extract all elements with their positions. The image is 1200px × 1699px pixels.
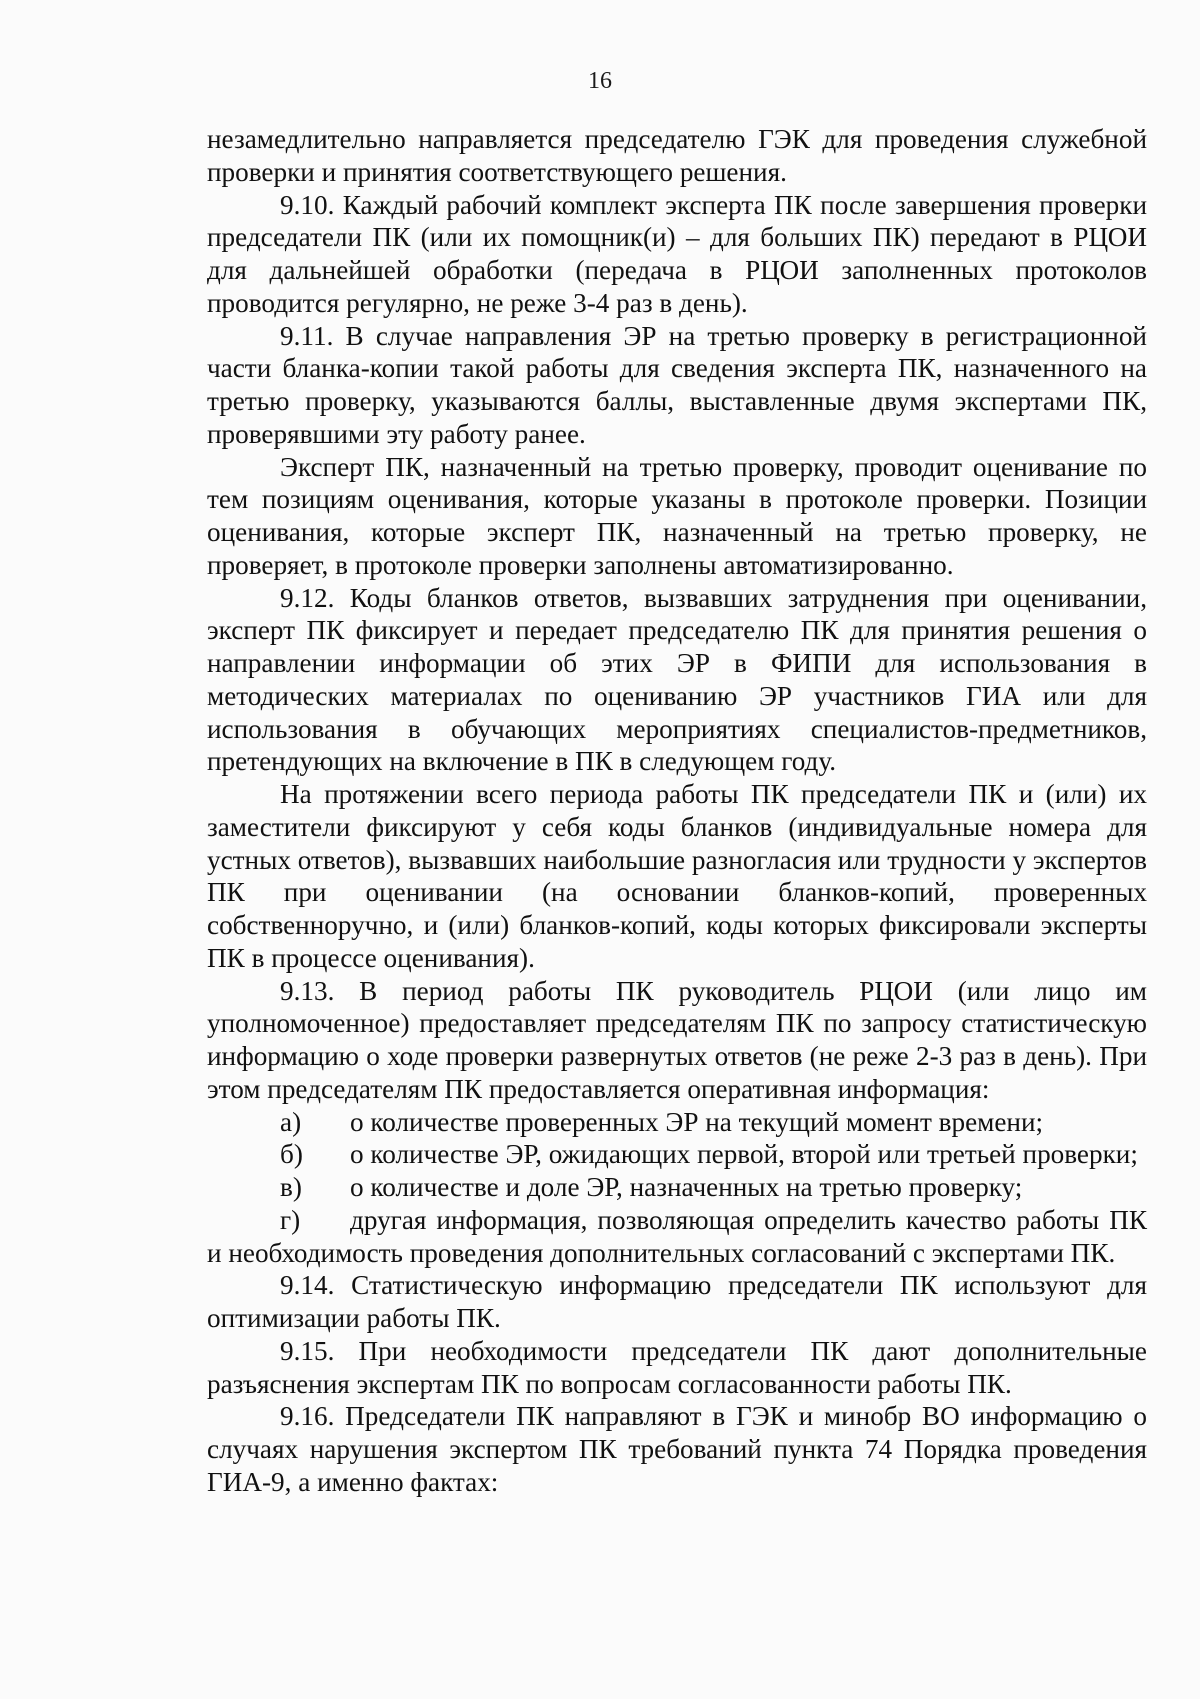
list-marker: г): [280, 1204, 301, 1235]
paragraph-9-12: 9.12. Коды бланков ответов, вызвавших затруднения при оценивании, эксперт ПК фиксирует и передает председателю ПК для принятия решения о направлении информации об этих ЭР в ФИПИ для использования в методических материалах по оцениванию ЭР участников ГИА или для использования в обучающих мероприятиях специалистов-предметников, претендующих на включение в ПК в следующем году.: [207, 582, 1147, 777]
list-item: [207, 1171, 1147, 1204]
page-number: 16: [588, 68, 612, 94]
paragraph-9-16: 9.16. Председатели ПК направляют в ГЭК и минобр ВО информацию о случаях нарушения экспертом ПК требований пункта 74 Порядка проведения ГИА-9, а именно фактах:: [207, 1401, 1147, 1497]
paragraph-9-10: 9.10. Каждый рабочий комплект эксперта ПК после завершения проверки председатели ПК (или их помощник(и) – для больших ПК) передают в РЦОИ для дальнейшей обработки (передача в РЦОИ заполненных протоколов проводится регулярно, не реже 3-4 раз в день).: [207, 189, 1147, 318]
paragraph-9-15: 9.15. При необходимости председатели ПК дают дополнительные разъяснения экспертам ПК по вопросам согласованности работы ПК.: [207, 1335, 1147, 1399]
paragraph-9-11: 9.11. В случае направления ЭР на третью проверку в регистрационной части бланка-копии такой работы для сведения эксперта ПК, назначенного на третью проверку, указываются баллы, выставленные двумя экспертами ПК, проверявшими эту работу ранее.: [207, 320, 1147, 449]
list-item: [207, 1138, 1147, 1171]
paragraph-continuation: незамедлительно направляется председателю ГЭК для проведения служебной проверки и принятия соответствующего решения.: [207, 124, 1147, 187]
list-item: [207, 1204, 1147, 1270]
list-item-text: о количестве проверенных ЭР на текущий момент времени;: [350, 1106, 1044, 1137]
paragraph-9-13: 9.13. В период работы ПК руководитель РЦОИ (или лицо им уполномоченное) предоставляет председателям ПК по запросу статистическую информацию о ходе проверки развернутых ответов (не реже 2-3 раз в день). При этом председателям ПК предоставляется оперативная информация:: [207, 975, 1147, 1104]
list-item-text: о количестве ЭР, ожидающих первой, второй или третьей проверки;: [350, 1139, 1138, 1170]
paragraph-9-14: 9.14. Статистическую информацию председатели ПК используют для оптимизации работы ПК.: [207, 1270, 1147, 1333]
paragraph-third-check: Эксперт ПК, назначенный на третью проверку, проводит оценивание по тем позициям оценивания, которые указаны в протоколе проверки. Позиции оценивания, которые эксперт ПК, назначенный на третью проверку, не проверяет, в протоколе проверки заполнены автоматизированно.: [207, 451, 1147, 580]
list-item: [207, 1106, 1147, 1139]
list-marker: а): [280, 1106, 302, 1137]
list-marker: б): [280, 1139, 303, 1170]
paragraph-chairs-record: На протяжении всего периода работы ПК председатели ПК и (или) их заместители фиксируют у себя коды бланков (индивидуальные номера для устных ответов), вызвавших наибольшие разногласия или трудности у экспертов ПК при оценивании (на основании бланков-копий, проверенных собственноручно, и (или) бланков-копий, коды которых фиксировали эксперты ПК в процессе оценивания).: [207, 779, 1147, 973]
list-marker: в): [280, 1172, 302, 1202]
list-item-text: о количестве и доле ЭР, назначенных на третью проверку;: [350, 1172, 1023, 1202]
list-item-text: другая информация, позволяющая определить качество работы ПК и необходимость проведения дополнительных согласований с экспертами ПК.: [207, 1204, 1147, 1268]
document-body: [207, 123, 1147, 1499]
